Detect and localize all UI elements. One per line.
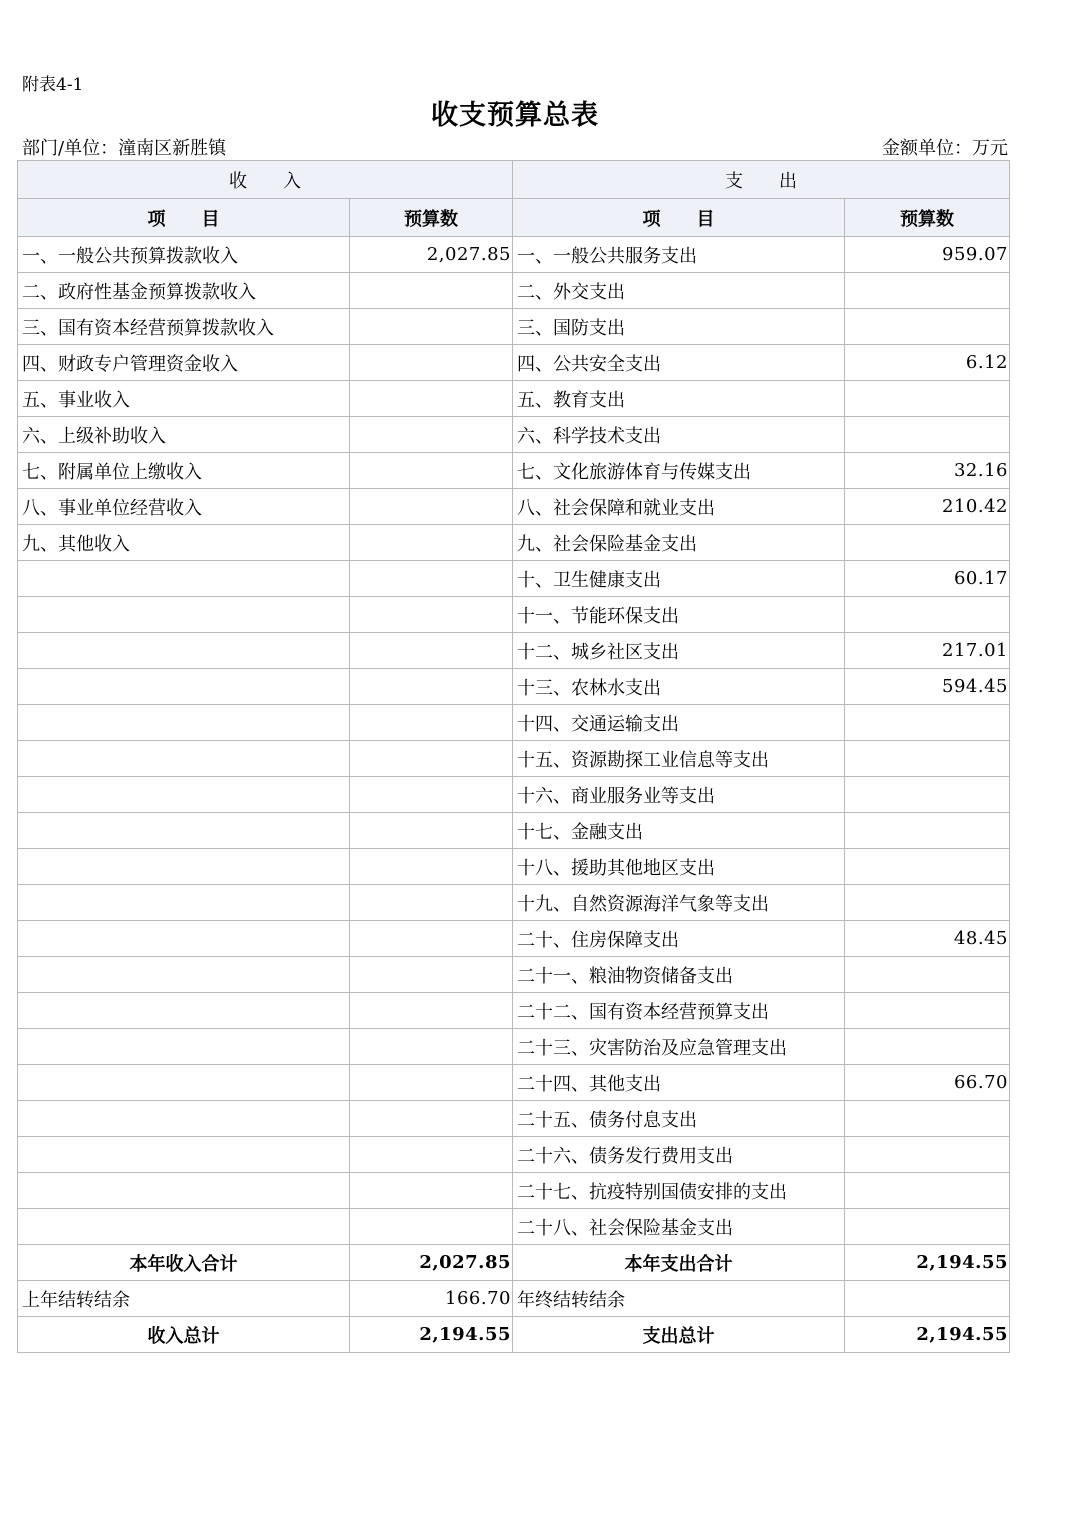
expense-total-label: 支出总计 <box>513 1317 845 1353</box>
income-amount-cell <box>350 813 513 849</box>
expense-item-cell: 十五、资源勘探工业信息等支出 <box>513 741 845 777</box>
income-amount-cell <box>350 597 513 633</box>
expense-item-cell: 七、文化旅游体育与传媒支出 <box>513 453 845 489</box>
income-item-cell: 九、其他收入 <box>18 525 350 561</box>
expense-amount-cell <box>845 993 1010 1029</box>
expense-section-header: 支 出 <box>513 161 1010 199</box>
table-row <box>18 1173 1010 1209</box>
income-item-cell: 一、一般公共预算拨款收入 <box>18 237 350 273</box>
expense-amount-cell <box>845 741 1010 777</box>
income-item-column-header: 项 目 <box>18 199 350 237</box>
expense-item-cell: 十九、自然资源海洋气象等支出 <box>513 885 845 921</box>
table-row <box>18 1209 1010 1245</box>
expense-item-cell: 二十五、债务付息支出 <box>513 1101 845 1137</box>
expense-item-cell: 二十二、国有资本经营预算支出 <box>513 993 845 1029</box>
income-item-cell <box>18 561 350 597</box>
income-item-cell <box>18 1137 350 1173</box>
table-row <box>18 309 1010 345</box>
income-amount-cell <box>350 273 513 309</box>
income-amount-cell <box>350 381 513 417</box>
page-title: 收支预算总表 <box>431 100 599 131</box>
expense-item-cell: 二十一、粮油物资储备支出 <box>513 957 845 993</box>
income-item-cell: 四、财政专户管理资金收入 <box>18 345 350 381</box>
expense-item-cell: 五、教育支出 <box>513 381 845 417</box>
expense-item-cell: 十一、节能环保支出 <box>513 597 845 633</box>
income-item-cell <box>18 1029 350 1065</box>
expense-item-cell: 十、卫生健康支出 <box>513 561 845 597</box>
table-row <box>18 561 1010 597</box>
budget-table <box>17 160 1010 1353</box>
table-row <box>18 1137 1010 1173</box>
expense-item-cell: 十三、农林水支出 <box>513 669 845 705</box>
income-amount-cell <box>350 453 513 489</box>
expense-amount-cell <box>845 777 1010 813</box>
expense-item-cell: 九、社会保险基金支出 <box>513 525 845 561</box>
expense-total-amount: 2,194.55 <box>845 1317 1010 1353</box>
table-row <box>18 489 1010 525</box>
expense-amount-cell: 959.07 <box>845 237 1010 273</box>
income-budget-column-header: 预算数 <box>350 199 513 237</box>
expense-amount-cell <box>845 1029 1010 1065</box>
table-row <box>18 1101 1010 1137</box>
expense-amount-cell <box>845 1101 1010 1137</box>
table-row <box>18 525 1010 561</box>
income-item-cell <box>18 993 350 1029</box>
table-row <box>18 849 1010 885</box>
expense-subtotal-amount: 2,194.55 <box>845 1245 1010 1281</box>
expense-item-cell: 二十八、社会保险基金支出 <box>513 1209 845 1245</box>
income-carryover-label: 上年结转结余 <box>18 1281 350 1317</box>
income-item-cell <box>18 849 350 885</box>
income-amount-cell <box>350 417 513 453</box>
expense-item-cell: 八、社会保障和就业支出 <box>513 489 845 525</box>
table-row <box>18 993 1010 1029</box>
table-row <box>18 273 1010 309</box>
expense-item-cell: 四、公共安全支出 <box>513 345 845 381</box>
expense-amount-cell: 594.45 <box>845 669 1010 705</box>
expense-budget-column-header: 预算数 <box>845 199 1010 237</box>
attachment-label: 附表4-1 <box>22 75 84 95</box>
expense-amount-cell: 32.16 <box>845 453 1010 489</box>
income-item-cell <box>18 1101 350 1137</box>
income-total-label: 收入总计 <box>18 1317 350 1353</box>
income-amount-cell <box>350 993 513 1029</box>
income-section-header: 收 入 <box>18 161 513 199</box>
expense-subtotal-label: 本年支出合计 <box>513 1245 845 1281</box>
expense-amount-cell <box>845 1137 1010 1173</box>
income-item-cell: 七、附属单位上缴收入 <box>18 453 350 489</box>
income-amount-cell <box>350 1065 513 1101</box>
income-amount-cell <box>350 489 513 525</box>
expense-item-column-header: 项 目 <box>513 199 845 237</box>
income-amount-cell <box>350 885 513 921</box>
income-amount-cell <box>350 705 513 741</box>
table-body <box>18 237 1010 1245</box>
expense-amount-cell: 66.70 <box>845 1065 1010 1101</box>
table-row <box>18 777 1010 813</box>
income-item-cell: 五、事业收入 <box>18 381 350 417</box>
income-subtotal-amount: 2,027.85 <box>350 1245 513 1281</box>
carryover-row <box>18 1281 1010 1317</box>
expense-amount-cell <box>845 1173 1010 1209</box>
expense-item-cell: 二十、住房保障支出 <box>513 921 845 957</box>
income-amount-cell <box>350 777 513 813</box>
expense-amount-cell: 60.17 <box>845 561 1010 597</box>
expense-amount-cell <box>845 309 1010 345</box>
table-row <box>18 813 1010 849</box>
table-row <box>18 633 1010 669</box>
income-subtotal-label: 本年收入合计 <box>18 1245 350 1281</box>
income-amount-cell <box>350 345 513 381</box>
expense-item-cell: 十七、金融支出 <box>513 813 845 849</box>
expense-amount-cell: 217.01 <box>845 633 1010 669</box>
income-amount-cell <box>350 849 513 885</box>
income-amount-cell <box>350 921 513 957</box>
expense-item-cell: 十四、交通运输支出 <box>513 705 845 741</box>
expense-item-cell: 十二、城乡社区支出 <box>513 633 845 669</box>
table-row <box>18 237 1010 273</box>
income-amount-cell <box>350 669 513 705</box>
expense-amount-cell <box>845 957 1010 993</box>
income-amount-cell <box>350 1173 513 1209</box>
income-amount-cell <box>350 561 513 597</box>
table-row <box>18 1065 1010 1101</box>
income-item-cell: 三、国有资本经营预算拨款收入 <box>18 309 350 345</box>
expense-amount-cell <box>845 813 1010 849</box>
income-item-cell: 二、政府性基金预算拨款收入 <box>18 273 350 309</box>
expense-amount-cell <box>845 417 1010 453</box>
income-item-cell <box>18 633 350 669</box>
income-item-cell: 六、上级补助收入 <box>18 417 350 453</box>
income-amount-cell <box>350 1137 513 1173</box>
income-item-cell <box>18 1173 350 1209</box>
table-row <box>18 669 1010 705</box>
income-item-cell <box>18 741 350 777</box>
expense-amount-cell <box>845 1209 1010 1245</box>
table-row <box>18 957 1010 993</box>
table-row <box>18 1029 1010 1065</box>
income-amount-cell <box>350 525 513 561</box>
income-amount-cell <box>350 633 513 669</box>
income-item-cell <box>18 813 350 849</box>
table-row <box>18 921 1010 957</box>
table-row <box>18 453 1010 489</box>
expense-amount-cell <box>845 705 1010 741</box>
income-amount-cell <box>350 741 513 777</box>
expense-item-cell: 二十三、灾害防治及应急管理支出 <box>513 1029 845 1065</box>
income-item-cell <box>18 1065 350 1101</box>
income-total-amount: 2,194.55 <box>350 1317 513 1353</box>
total-row <box>18 1317 1010 1353</box>
income-item-cell <box>18 597 350 633</box>
expense-item-cell: 三、国防支出 <box>513 309 845 345</box>
table-row <box>18 705 1010 741</box>
income-amount-cell <box>350 1209 513 1245</box>
table-row <box>18 345 1010 381</box>
income-item-cell <box>18 957 350 993</box>
department-label: 部门/单位：潼南区新胜镇 <box>22 138 227 159</box>
income-item-cell <box>18 669 350 705</box>
expense-amount-cell: 48.45 <box>845 921 1010 957</box>
expense-amount-cell <box>845 849 1010 885</box>
expense-amount-cell: 6.12 <box>845 345 1010 381</box>
expense-carryover-label: 年终结转结余 <box>513 1281 845 1317</box>
expense-item-cell: 二十七、抗疫特别国债安排的支出 <box>513 1173 845 1209</box>
expense-item-cell: 一、一般公共服务支出 <box>513 237 845 273</box>
income-carryover-amount: 166.70 <box>350 1281 513 1317</box>
table-row <box>18 417 1010 453</box>
income-amount-cell <box>350 309 513 345</box>
unit-label: 金额单位：万元 <box>882 138 1008 159</box>
expense-item-cell: 六、科学技术支出 <box>513 417 845 453</box>
table-row <box>18 381 1010 417</box>
income-amount-cell <box>350 1101 513 1137</box>
expense-item-cell: 二十四、其他支出 <box>513 1065 845 1101</box>
income-item-cell <box>18 705 350 741</box>
expense-item-cell: 十六、商业服务业等支出 <box>513 777 845 813</box>
subtotal-row <box>18 1245 1010 1281</box>
income-item-cell <box>18 1209 350 1245</box>
table-row <box>18 597 1010 633</box>
income-amount-cell <box>350 1029 513 1065</box>
income-item-cell <box>18 885 350 921</box>
expense-amount-cell <box>845 273 1010 309</box>
expense-item-cell: 二十六、债务发行费用支出 <box>513 1137 845 1173</box>
expense-amount-cell <box>845 597 1010 633</box>
expense-amount-cell: 210.42 <box>845 489 1010 525</box>
expense-amount-cell <box>845 885 1010 921</box>
income-amount-cell <box>350 957 513 993</box>
expense-carryover-amount <box>845 1281 1010 1317</box>
income-item-cell <box>18 921 350 957</box>
income-amount-cell: 2,027.85 <box>350 237 513 273</box>
expense-amount-cell <box>845 381 1010 417</box>
table-row <box>18 741 1010 777</box>
expense-item-cell: 十八、援助其他地区支出 <box>513 849 845 885</box>
table-row <box>18 885 1010 921</box>
income-item-cell <box>18 777 350 813</box>
expense-amount-cell <box>845 525 1010 561</box>
income-item-cell: 八、事业单位经营收入 <box>18 489 350 525</box>
expense-item-cell: 二、外交支出 <box>513 273 845 309</box>
